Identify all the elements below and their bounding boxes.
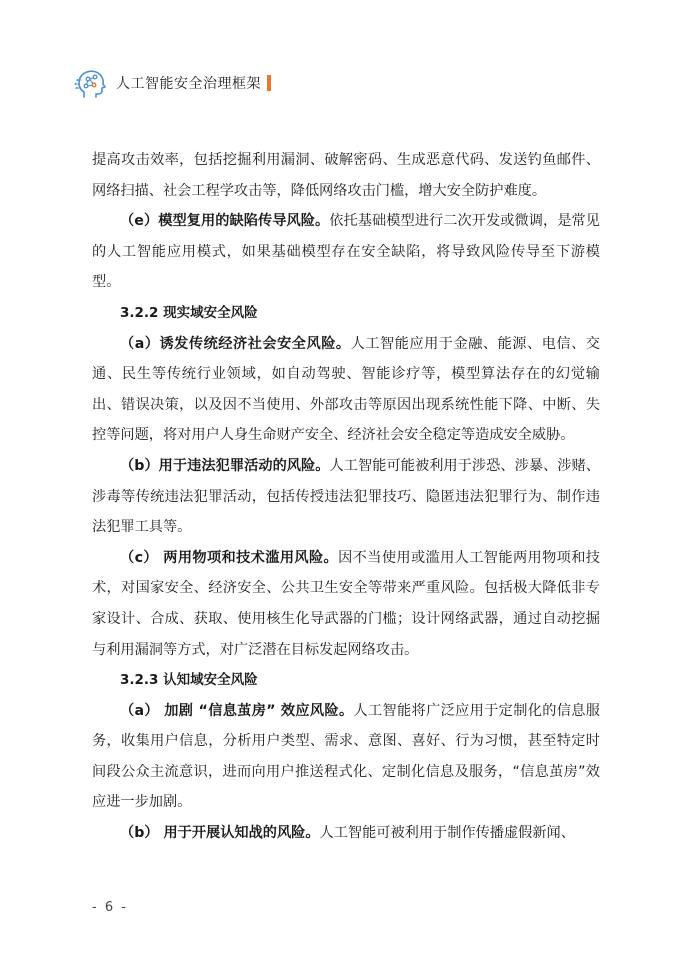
section-heading: 3.2.3 认知域安全风险 — [120, 672, 258, 689]
document-title: 人工智能安全治理框架 — [116, 76, 261, 92]
paragraph — [92, 206, 600, 298]
paragraph-heading: （a）诱发传统经济社会安全风险。 — [120, 335, 351, 352]
document-body — [92, 145, 600, 849]
circuit-head-icon — [74, 66, 108, 100]
paragraph — [92, 696, 600, 818]
page-header — [74, 66, 271, 100]
paragraph-heading: （b）用于违法犯罪活动的风险。 — [120, 457, 330, 474]
paragraph-heading: （a） 加剧 “信息茧房” 效应风险。 — [120, 702, 354, 719]
paragraph-text: 因不当使用或滥用人工智能两用物项和技术，对国家安全、经济安全、公共卫生安全等带来严重风险。包括极大降低非专家设计、合成、获取、使用核生化导武器的门槛；设计网络武器，通过自动挖掘与利用漏洞等方式，对广泛潜在目标发起网络攻击。 — [92, 549, 600, 658]
paragraph — [92, 543, 600, 665]
paragraph — [92, 451, 600, 543]
paragraph-text: 人工智能将广泛应用于定制化的信息服务，收集用户信息，分析用户类型、需求、意图、喜好、行为习惯，甚至特定时间段公众主流意识，进而向用户推送程式化、定制化信息及服务，“信息茧房”效应进一步加剧。 — [92, 702, 600, 811]
paragraph — [92, 818, 600, 849]
paragraph-text: 人工智能可被利用于制作传播虚假新闻、 — [319, 825, 575, 842]
paragraph: 提高攻击效率，包括挖掘利用漏洞、破解密码、生成恶意代码、发送钓鱼邮件、网络扫描、社会工程学攻击等，降低网络攻击门槛，增大安全防护难度。 — [92, 152, 600, 199]
paragraph-heading: （e）模型复用的缺陷传导风险。 — [120, 213, 330, 230]
paragraph-heading: （c） 两用物项和技术滥用风险。 — [120, 549, 339, 566]
paragraph-heading: （b） 用于开展认知战的风险。 — [120, 825, 320, 842]
paragraph-text: 人工智能应用于金融、能源、电信、交通、民生等传统行业领域，如自动驾驶、智能诊疗等，模型算法存在的幻觉输出、错误决策，以及因不当使用、外部攻击等原因出现系统性能下降、中断、失控等问题，将对用户人身生命财产安全、经济社会安全稳定等造成安全威胁。 — [92, 335, 600, 444]
page-number: - 6 - — [92, 900, 128, 915]
paragraph-text: 依托基础模型进行二次开发或微调，是常见的人工智能应用模式，如果基础模型存在安全缺陷，将导致风险传导至下游模型。 — [92, 213, 600, 291]
header-accent-bar — [267, 75, 271, 91]
paragraph — [92, 329, 600, 451]
paragraph-text: 人工智能可能被利用于涉恐、涉暴、涉赌、涉毒等传统违法犯罪活动，包括传授违法犯罪技巧、隐匿违法犯罪行为、制作违法犯罪工具等。 — [92, 457, 600, 536]
section-heading: 3.2.2 现实域安全风险 — [120, 304, 258, 321]
